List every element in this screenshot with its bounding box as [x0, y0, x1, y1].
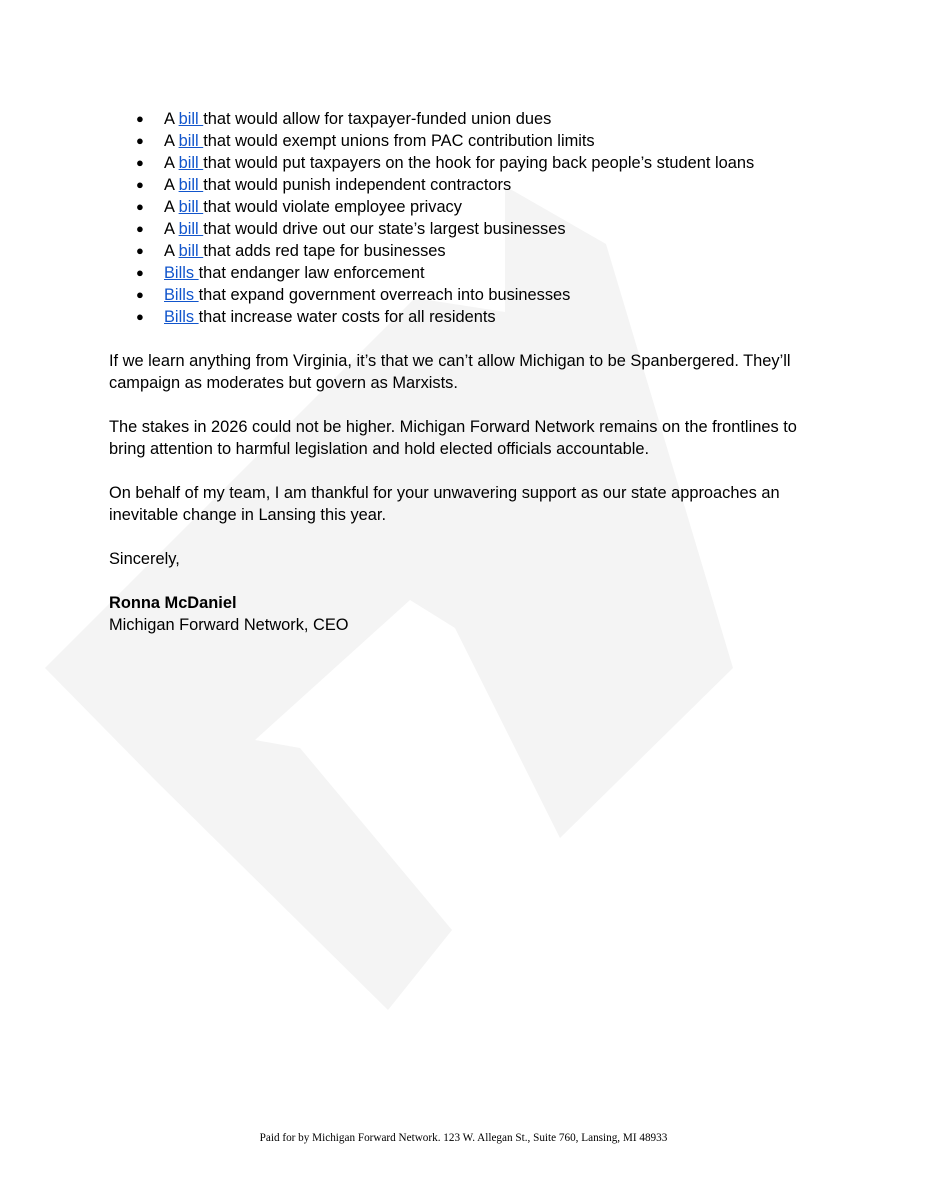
- bullet-icon: ●: [136, 177, 144, 192]
- bill-list-item: [109, 284, 821, 306]
- bill-list-item: [109, 174, 821, 196]
- bill-list-item: [109, 130, 821, 152]
- bill-item-prefix: A: [164, 132, 179, 150]
- bill-list-item: [109, 152, 821, 174]
- bill-list-item: [109, 108, 821, 130]
- bullet-icon: ●: [136, 309, 144, 324]
- bill-item-prefix: A: [164, 154, 179, 172]
- letter-body: [109, 108, 821, 636]
- bullet-icon: ●: [136, 155, 144, 170]
- bill-item-prefix: A: [164, 110, 179, 128]
- bill-link[interactable]: bill: [178, 220, 204, 238]
- bill-link[interactable]: bill: [178, 154, 204, 172]
- bill-link[interactable]: bill: [178, 132, 204, 150]
- bill-link[interactable]: bill: [178, 242, 204, 260]
- bullet-icon: ●: [136, 221, 144, 236]
- bill-item-text: that would allow for taxpayer-funded union dues: [203, 110, 552, 128]
- bill-link[interactable]: Bills: [164, 264, 199, 282]
- paragraph-stakes: The stakes in 2026 could not be higher. Michigan Forward Network remains on the frontlines to bring attention to harmful legislation and hold elected officials accountable.: [109, 418, 797, 458]
- bill-link[interactable]: Bills: [164, 286, 199, 304]
- paragraph-virginia: If we learn anything from Virginia, it’s that we can’t allow Michigan to be Spanbergered. They’ll campaign as moderates but govern as Marxists.: [109, 352, 791, 392]
- bill-item-text: that would exempt unions from PAC contribution limits: [203, 132, 595, 150]
- bill-link[interactable]: bill: [178, 110, 204, 128]
- bill-item-prefix: A: [164, 198, 179, 216]
- bill-link[interactable]: Bills: [164, 308, 199, 326]
- bill-item-prefix: A: [164, 220, 179, 238]
- bill-item-text: that would drive out our state’s largest businesses: [203, 220, 566, 238]
- signature-title: Michigan Forward Network, CEO: [109, 616, 349, 634]
- bill-link[interactable]: bill: [178, 198, 204, 216]
- bullet-icon: ●: [136, 287, 144, 302]
- bill-item-text: that expand government overreach into businesses: [198, 286, 571, 304]
- bill-list-item: [109, 262, 821, 284]
- bill-list: [109, 108, 821, 328]
- bullet-icon: ●: [136, 133, 144, 148]
- paragraph-thanks: On behalf of my team, I am thankful for your unwavering support as our state approaches an inevitable change in Lansing this year.: [109, 484, 780, 524]
- bill-item-text: that would violate employee privacy: [203, 198, 462, 216]
- bill-list-item: [109, 196, 821, 218]
- bill-item-text: that would put taxpayers on the hook for paying back people’s student loans: [203, 154, 755, 172]
- bill-list-item: [109, 240, 821, 262]
- bill-item-text: that would punish independent contractors: [203, 176, 512, 194]
- bill-item-prefix: A: [164, 242, 179, 260]
- signature-name: Ronna McDaniel: [109, 594, 237, 612]
- signature-block: [109, 592, 821, 636]
- bill-item-text: that adds red tape for businesses: [203, 242, 446, 260]
- bullet-icon: ●: [136, 199, 144, 214]
- bullet-icon: ●: [136, 111, 144, 126]
- bill-list-item: [109, 306, 821, 328]
- closing-salutation: Sincerely,: [109, 550, 180, 568]
- bullet-icon: ●: [136, 243, 144, 258]
- bill-item-text: that endanger law enforcement: [198, 264, 425, 282]
- paid-for-disclaimer: Paid for by Michigan Forward Network. 123 W. Allegan St., Suite 760, Lansing, MI 48933: [259, 1132, 668, 1144]
- bill-item-prefix: A: [164, 176, 179, 194]
- bill-link[interactable]: bill: [178, 176, 204, 194]
- bill-list-item: [109, 218, 821, 240]
- bullet-icon: ●: [136, 265, 144, 280]
- bill-item-text: that increase water costs for all residents: [198, 308, 496, 326]
